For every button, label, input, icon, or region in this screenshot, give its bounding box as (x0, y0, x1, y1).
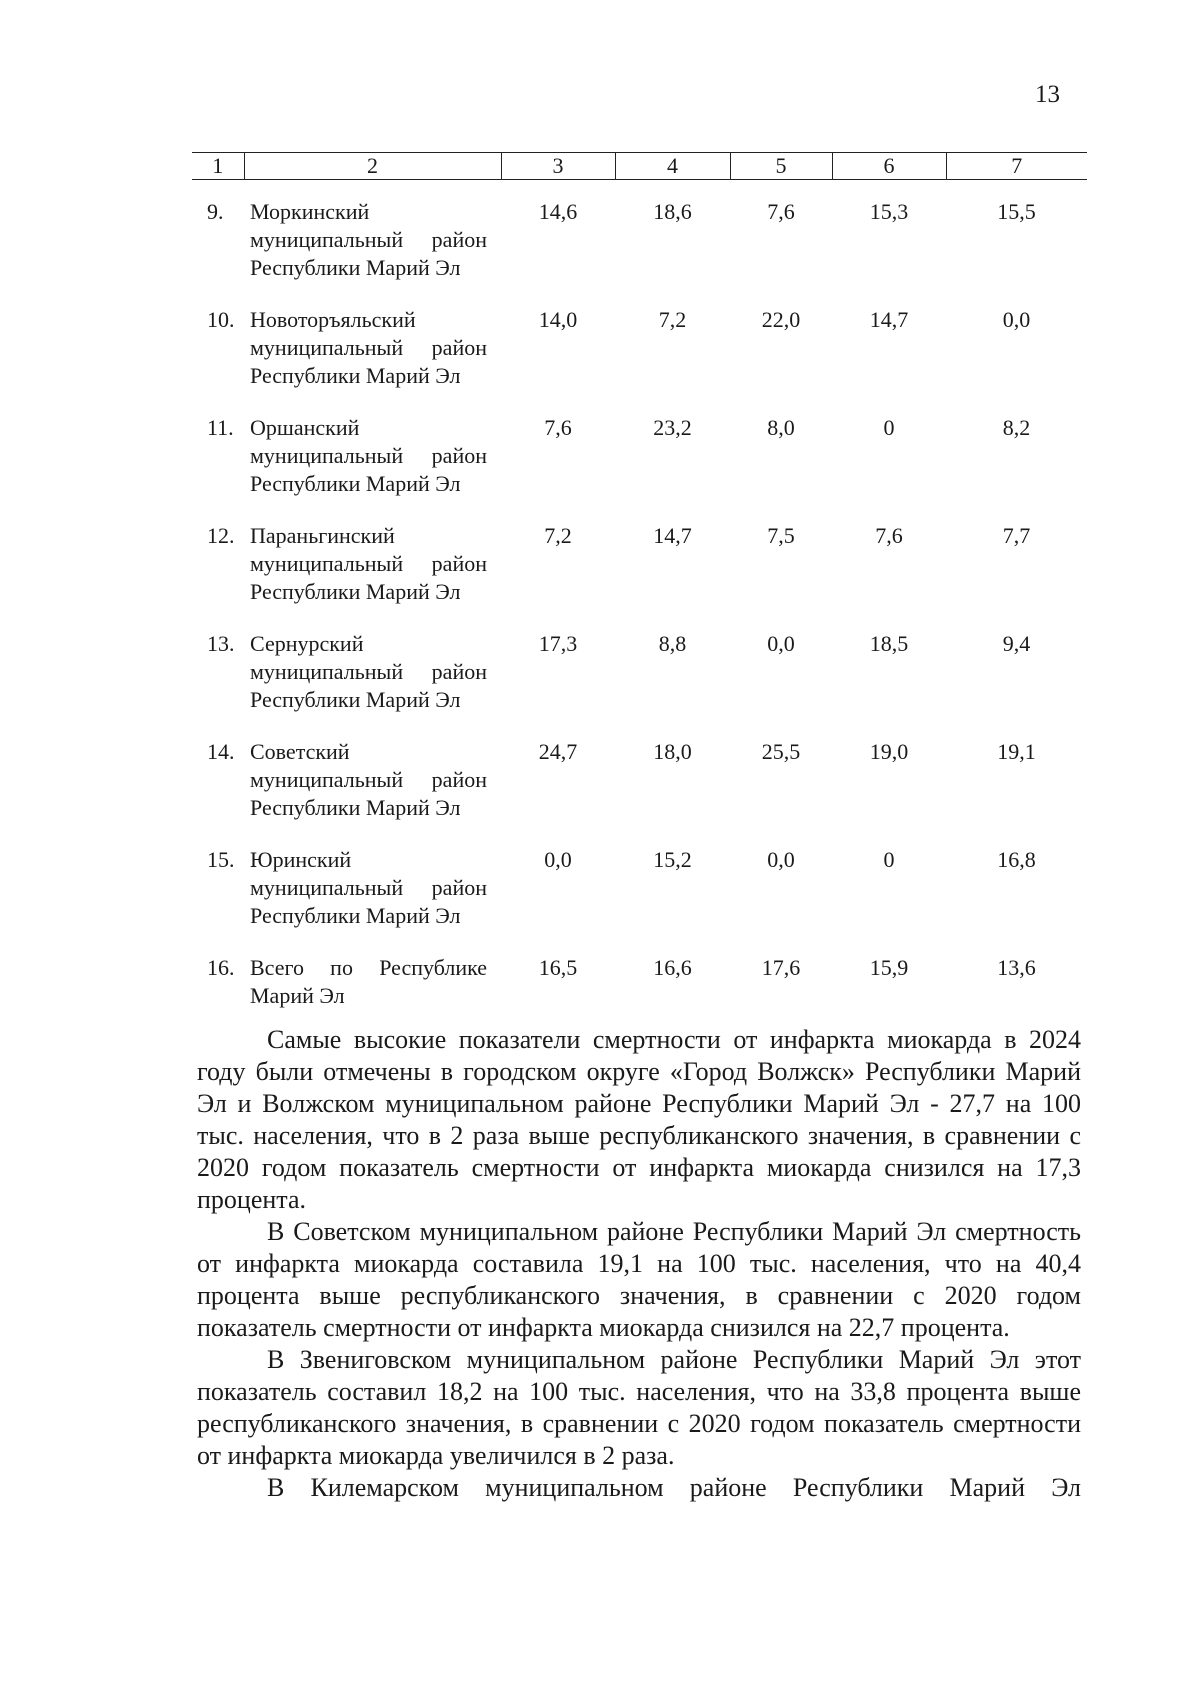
district-name: Новоторъяльский муниципальный район Республики Марий Эл (250, 307, 487, 388)
value-cell: 16,5 (538, 955, 578, 980)
value-cell: 15,3 (869, 199, 909, 224)
value-cell: 7,6 (875, 523, 903, 548)
district-name: Сернурский муниципальный район Республики Марий Эл (250, 631, 487, 712)
district-name: Юринский муниципальный район Республики Марий Эл (250, 847, 487, 928)
value-cell: 24,7 (538, 739, 578, 764)
value-cell: 14,7 (869, 307, 909, 332)
value-cell: 18,5 (869, 631, 909, 656)
value-cell: 19,1 (997, 739, 1036, 764)
value-cell: 8,0 (767, 415, 795, 440)
value-cell: 23,2 (653, 415, 692, 440)
row-number: 14. (207, 739, 235, 764)
table-row (192, 630, 1087, 738)
value-cell: 0 (883, 415, 895, 440)
value-cell: 8,2 (1002, 415, 1031, 440)
row-number: 10. (207, 307, 235, 332)
paragraph: Самые высокие показатели смертности от инфаркта миокарда в 2024 году были отмечены в городском округе «Город Волжск» Республики Марий Эл и Волжском муниципальном районе Республики Марий Эл - 27,7 на 100 тыс. населения, что в 2 раза выше республиканского значения, в сравнении с 2020 годом показатель смертности от инфаркта миокарда снизился на 17,3 процента. (197, 1025, 1081, 1214)
value-cell: 14,7 (653, 523, 692, 548)
table-row (192, 180, 1087, 307)
table-header-row (192, 153, 1087, 180)
value-cell: 16,8 (997, 847, 1036, 872)
column-header: 1 (192, 153, 244, 180)
value-cell: 13,6 (997, 955, 1036, 980)
paragraph: В Советском муниципальном районе Республики Марий Эл смертность от инфаркта миокарда составила 19,1 на 100 тыс. населения, что на 40,4 процента выше республиканского значения, в сравнении с 2020 годом показатель смертности от инфаркта миокарда снизился на 22,7 процента. (197, 1217, 1081, 1342)
value-cell: 14,0 (538, 307, 578, 332)
table-row (192, 846, 1087, 954)
row-number: 16. (207, 955, 235, 980)
column-header: 6 (832, 153, 946, 180)
value-cell: 25,5 (761, 739, 801, 764)
table-row (192, 738, 1087, 846)
value-cell: 7,7 (1002, 523, 1031, 548)
value-cell: 19,0 (869, 739, 909, 764)
value-cell: 7,2 (658, 307, 687, 332)
value-cell: 16,6 (653, 955, 692, 980)
value-cell: 15,9 (869, 955, 909, 980)
value-cell: 18,6 (653, 199, 692, 224)
district-name: Моркинский муниципальный район Республики Марий Эл (250, 199, 487, 280)
paragraph: В Килемарском муниципальном районе Республики Марий Эл (267, 1473, 1081, 1502)
value-cell: 17,6 (761, 955, 801, 980)
value-cell: 22,0 (761, 307, 801, 332)
district-name: Параньгинский муниципальный район Республики Марий Эл (250, 523, 487, 604)
column-header: 2 (244, 153, 501, 180)
value-cell: 7,2 (544, 523, 572, 548)
column-header: 3 (501, 153, 615, 180)
table-row (192, 414, 1087, 522)
value-cell: 14,6 (538, 199, 578, 224)
table-row-total (192, 954, 1087, 1034)
district-name: Советский муниципальный район Республики Марий Эл (250, 739, 487, 820)
table-row (192, 306, 1087, 414)
value-cell: 15,2 (653, 847, 692, 872)
value-cell: 0,0 (1002, 307, 1031, 332)
district-name: Оршанский муниципальный район Республики Марий Эл (250, 415, 487, 496)
value-cell: 0,0 (767, 847, 795, 872)
column-header: 7 (946, 153, 1087, 180)
body-text (197, 1024, 1081, 1504)
column-header: 4 (615, 153, 730, 180)
value-cell: 15,5 (997, 199, 1036, 224)
mortality-table (192, 152, 1087, 1034)
value-cell: 7,5 (767, 523, 795, 548)
district-name: Всего по Республике Марий Эл (250, 955, 487, 1008)
table-row (192, 522, 1087, 630)
value-cell: 17,3 (538, 631, 578, 656)
row-number: 9. (207, 199, 224, 224)
value-cell: 8,8 (658, 631, 687, 656)
row-number: 15. (207, 847, 235, 872)
row-number: 11. (207, 415, 234, 440)
page-number: 13 (1035, 81, 1060, 108)
value-cell: 0 (883, 847, 895, 872)
value-cell: 0,0 (544, 847, 572, 872)
value-cell: 18,0 (653, 739, 692, 764)
paragraph: В Звениговском муниципальном районе Республики Марий Эл этот показатель составил 18,2 на 100 тыс. населения, что на 33,8 процента выше республиканского значения, в сравнении с 2020 годом показатель смертности от инфаркта миокарда увеличился в 2 раза. (197, 1345, 1081, 1470)
value-cell: 9,4 (1002, 631, 1031, 656)
value-cell: 7,6 (544, 415, 572, 440)
row-number: 13. (207, 631, 235, 656)
value-cell: 7,6 (767, 199, 795, 224)
column-header: 5 (730, 153, 832, 180)
value-cell: 0,0 (767, 631, 795, 656)
row-number: 12. (207, 523, 235, 548)
